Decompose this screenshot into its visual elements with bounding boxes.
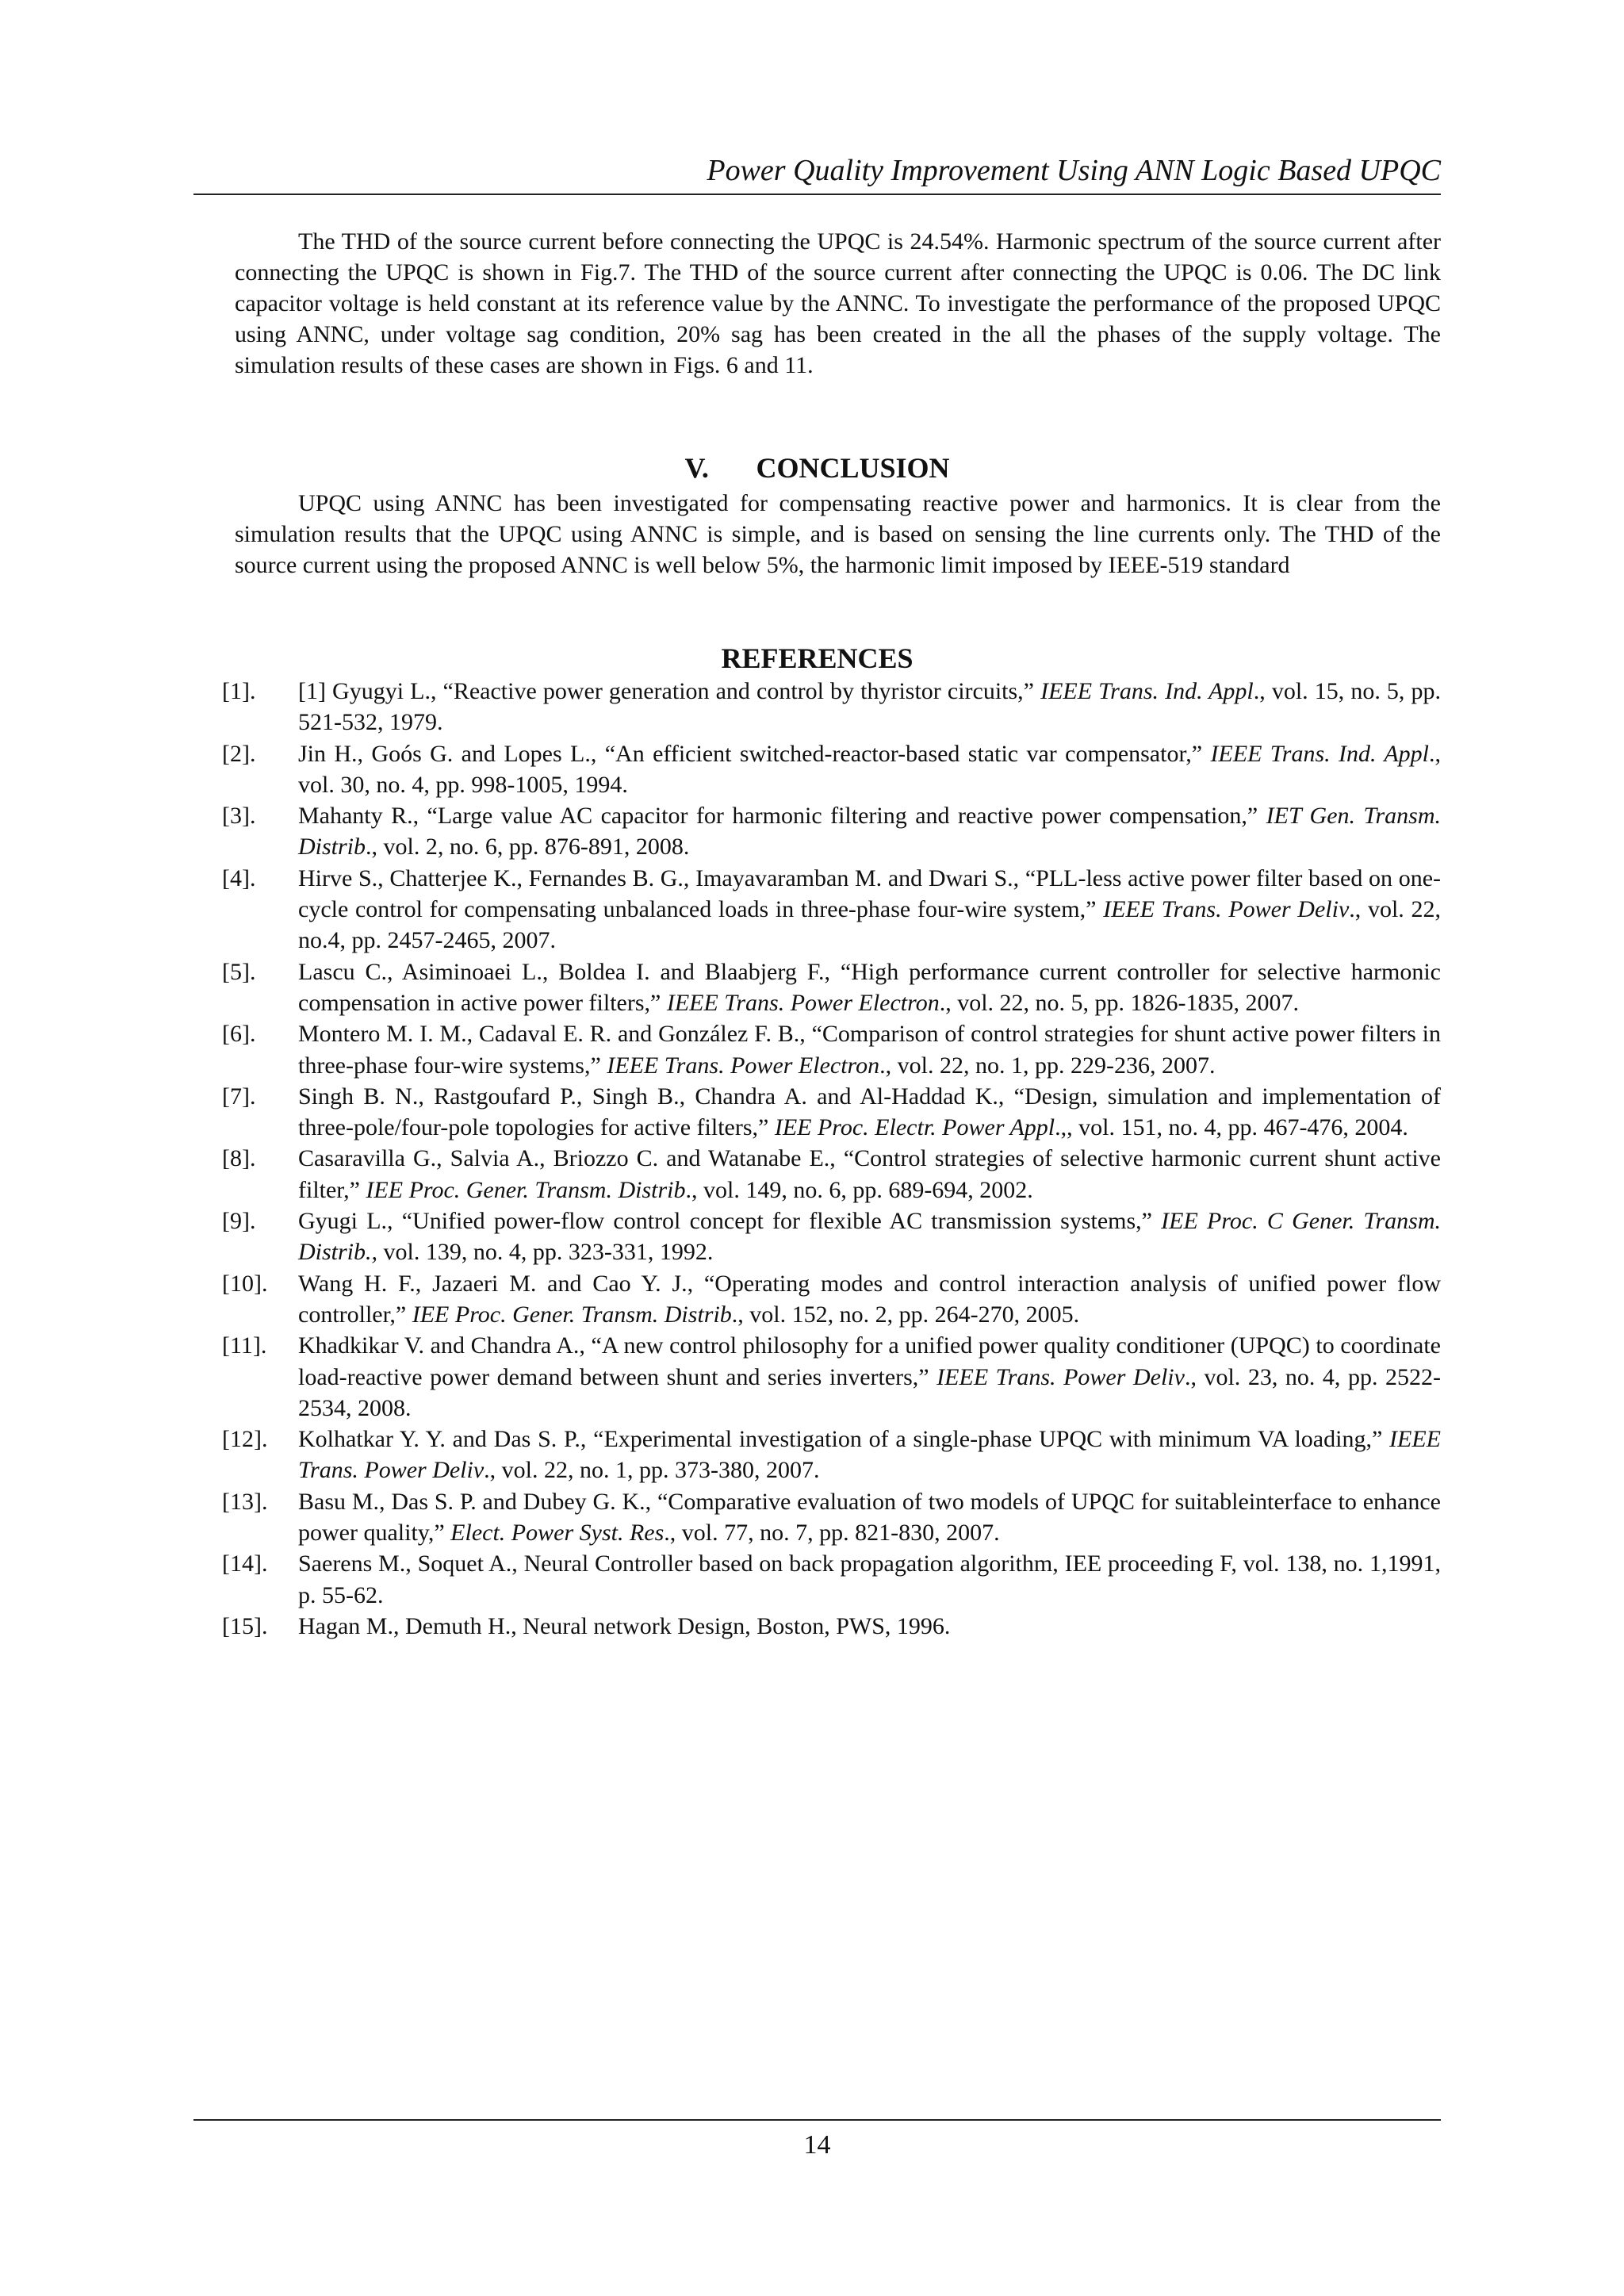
reference-text [298,800,1441,863]
reference-item [222,1143,1441,1205]
reference-authors-title: Singh B. N., Rastgoufard P., Singh B., Chandra A. and Al-Haddad K., “Design, simulation and implementation of three-pole/four-pole topologies for active filters,” [298,1083,1441,1141]
reference-authors-title: Saerens M., Soquet A., Neural Controller based on back propagation algorithm, IEE proceeding F, vol. 138, no. 1,1991, p. 55-62. [298,1550,1441,1608]
reference-text [298,738,1441,801]
reference-list [222,676,1441,1642]
reference-venue: IEE Proc. C Gener. Transm. Distrib., [298,1208,1441,1266]
reference-number: [9]. [222,1208,256,1235]
reference-number: [8]. [222,1145,256,1172]
reference-venue: Elect. Power Syst. Res [450,1520,665,1547]
reference-authors-title: Hirve S., Chatterjee K., Fernandes B. G., Imayavaramban M. and Dwari S., “PLL-less active power filter based on one-cycle control for compensating unbalanced loads in three-phase four-wire system,” [298,864,1441,923]
reference-item [222,1268,1441,1331]
reference-number: [14]. [222,1550,268,1577]
results-paragraph [235,226,1441,381]
reference-text [298,1548,1441,1611]
reference-venue: IET Gen. Transm. Distrib [298,803,1441,861]
reference-text [298,1424,1441,1486]
reference-number: [3]. [222,803,256,830]
reference-item [222,800,1441,863]
reference-item [222,956,1441,1019]
reference-number: [1]. [222,678,256,704]
reference-venue: IEEE Trans. Power Deliv [936,1363,1185,1390]
reference-number: [12]. [222,1426,268,1453]
reference-text [298,1205,1441,1268]
reference-venue: IEEE Trans. Ind. Appl [1040,678,1254,704]
conclusion-paragraph [235,488,1441,581]
reference-authors-title: Jin H., Goós G. and Lopes L., “An efficient switched-reactor-based static var compensator,” [298,740,1211,767]
reference-item [222,1330,1441,1424]
reference-venue: IEEE Trans. Power Electron [607,1052,880,1079]
running-head: Power Quality Improvement Using ANN Logic Based UPQC [707,154,1441,187]
reference-item [222,1611,1441,1642]
reference-details: ., vol. 22, no. 1, pp. 229-236, 2007. [879,1052,1216,1079]
reference-text [298,1143,1441,1205]
reference-item [222,863,1441,956]
reference-authors-title: Basu M., Das S. P. and Dubey G. K., “Comparative evaluation of two models of UPQC for suitableinterface to enhance power quality,” [298,1488,1441,1547]
reference-number: [15]. [222,1612,268,1639]
reference-venue: IEEE Trans. Ind. Appl [1210,740,1430,767]
reference-authors-title: Mahanty R., “Large value AC capacitor for harmonic filtering and reactive power compensation,” [298,803,1266,830]
reference-text [298,1268,1441,1331]
reference-text [298,1486,1441,1549]
reference-venue: IEE Proc. Gener. Transm. Distrib [366,1176,686,1203]
reference-item [222,1424,1441,1486]
results-paragraph-text: The THD of the source current before connecting the UPQC is 24.54%. Harmonic spectrum of the source current after connecting the UPQC is shown in Fig.7. The THD of the source current after connecting the UPQC is 0.06. The DC link capacitor voltage is held constant at its reference value by the ANNC. To investigate the performance of the proposed UPQC using ANNC, under voltage sag condition, 20% sag has been created in the all the phases of the supply voltage. The simulation results of these cases are shown in Figs. 6 and 11. [235,228,1441,378]
header-rule [193,194,1441,195]
reference-authors-title: Wang H. F., Jazaeri M. and Cao Y. J., “Operating modes and control interaction analysis of unified power flow controller,” [298,1270,1441,1328]
reference-details: ., vol. 152, no. 2, pp. 264-270, 2005. [731,1301,1080,1328]
reference-text [298,956,1441,1019]
reference-text [298,1611,1441,1642]
section-title: CONCLUSION [756,452,950,484]
reference-venue: IEE Proc. Electr. Power Appl [774,1114,1055,1141]
reference-item [222,676,1441,738]
reference-details: ., vol. 15, no. 5, pp. 521-532, 1979. [298,678,1441,736]
reference-number: [10]. [222,1270,268,1297]
reference-item [222,1081,1441,1144]
reference-authors-title: Khadkikar V. and Chandra A., “A new control philosophy for a unified power quality conditioner (UPQC) to coordinate load-reactive power demand between shunt and series inverters,” [298,1332,1441,1390]
reference-number: [4]. [222,864,256,891]
reference-details: ., vol. 2, no. 6, pp. 876-891, 2008. [366,834,690,861]
reference-details: ., vol. 22, no.4, pp. 2457-2465, 2007. [298,896,1441,954]
reference-authors-title: Kolhatkar Y. Y. and Das S. P., “Experimental investigation of a single-phase UPQC with minimum VA loading,” [298,1426,1390,1453]
reference-number: [11]. [222,1332,267,1359]
reference-venue: IEEE Trans. Power Electron [666,989,940,1016]
reference-text [298,1081,1441,1144]
conclusion-paragraph-text: UPQC using ANNC has been investigated for compensating reactive power and harmonics. It is clear from the simulation results that the UPQC using ANNC is simple, and is based on sensing the line currents only. The THD of the source current using the proposed ANNC is well below 5%, the harmonic limit imposed by IEEE-519 standard [235,490,1441,578]
reference-details: ., vol. 149, no. 6, pp. 689-694, 2002. [685,1176,1033,1203]
reference-details: ., vol. 30, no. 4, pp. 998-1005, 1994. [298,740,1442,798]
reference-item [222,738,1441,801]
reference-item [222,1018,1441,1081]
reference-venue: IEEE Trans. Power Deliv [298,1426,1441,1484]
reference-item [222,1486,1441,1549]
reference-number: [7]. [222,1083,256,1110]
reference-authors-title: [1] Gyugyi L., “Reactive power generation and control by thyristor circuits,” [298,678,1041,704]
reference-authors-title: Montero M. I. M., Cadaval E. R. and González F. B., “Comparison of control strategies for shunt active power filters in three-phase four-wire systems,” [298,1021,1441,1079]
reference-details: ., vol. 22, no. 5, pp. 1826-1835, 2007. [939,989,1300,1016]
reference-authors-title: Gyugi L., “Unified power-flow control concept for flexible AC transmission systems,” [298,1208,1162,1235]
reference-text [298,1018,1441,1081]
reference-number: [6]. [222,1021,256,1048]
reference-details: .,, vol. 151, no. 4, pp. 467-476, 2004. [1055,1114,1408,1141]
reference-venue: IEE Proc. Gener. Transm. Distrib [412,1301,732,1328]
reference-details: ., vol. 22, no. 1, pp. 373-380, 2007. [484,1457,820,1484]
section-heading [193,450,1441,485]
reference-number: [5]. [222,958,256,985]
reference-venue: IEEE Trans. Power Deliv [1103,896,1350,923]
references-heading: REFERENCES [721,642,914,674]
reference-number: [13]. [222,1488,268,1515]
reference-authors-title: Casaravilla G., Salvia A., Briozzo C. and Watanabe E., “Control strategies of selective harmonic current shunt active filter,” [298,1145,1441,1203]
footer-rule [193,2119,1441,2121]
page-number: 14 [803,2130,831,2160]
section-number: V. [684,452,709,484]
reference-number: [2]. [222,740,256,767]
reference-authors-title: Hagan M., Demuth H., Neural network Design, Boston, PWS, 1996. [298,1612,951,1639]
reference-authors-title: Lascu C., Asiminoaei L., Boldea I. and Blaabjerg F., “High performance current controller for selective harmonic compensation in active power filters,” [298,958,1441,1016]
reference-text [298,863,1441,956]
reference-details: ., vol. 23, no. 4, pp. 2522-2534, 2008. [298,1363,1441,1421]
reference-details: ., vol. 77, no. 7, pp. 821-830, 2007. [664,1520,1000,1547]
reference-text [298,676,1441,738]
reference-item [222,1205,1441,1268]
reference-item [222,1548,1441,1611]
reference-details: vol. 139, no. 4, pp. 323-331, 1992. [377,1239,714,1266]
reference-text [298,1330,1441,1424]
